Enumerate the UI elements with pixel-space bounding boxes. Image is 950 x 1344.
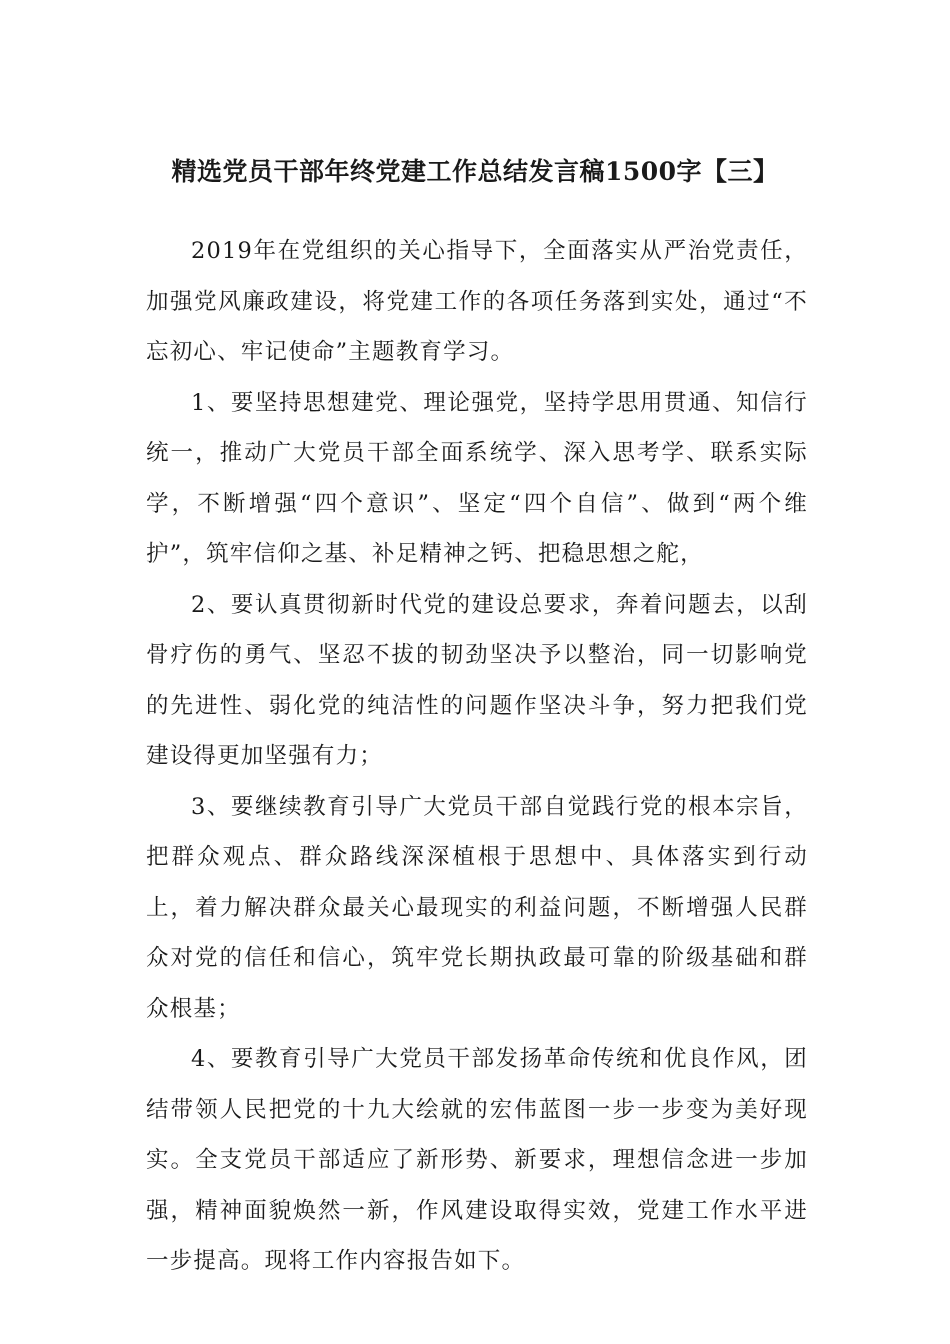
point-4-paragraph: 4、要教育引导广大党员干部发扬革命传统和优良作风，团结带领人民把党的十九大绘就的宏伟蓝图一步一步变为美好现实。全支党员干部适应了新形势、新要求，理想信念进一步加强，精神面貌焕然一新，作风建设取得实效，党建工作水平进一步提高。现将工作内容报告如下。 xyxy=(146,1046,808,1274)
document-title: 精选党员干部年终党建工作总结发言稿1500字【三】 xyxy=(171,157,779,186)
point-3-paragraph: 3、要继续教育引导广大党员干部自觉践行党的根本宗旨，把群众观点、群众路线深深植根于思想中、具体落实到行动上，着力解决群众最关心最现实的利益问题，不断增强人民群众对党的信任和信心，筑牢党长期执政最可靠的阶级基础和群众根基； xyxy=(146,793,808,1022)
intro-paragraph: 2019年在党组织的关心指导下，全面落实从严治党责任，加强党风廉政建设，将党建工作的各项任务落到实处，通过“不忘初心、牢记使命”主题教育学习。 xyxy=(146,238,808,365)
point-2-paragraph: 2、要认真贯彻新时代党的建设总要求，奔着问题去，以刮骨疗伤的勇气、坚忍不拔的韧劲坚决予以整治，同一切影响党的先进性、弱化党的纯洁性的问题作坚决斗争，努力把我们党建设得更加坚强有力； xyxy=(146,591,808,769)
point-1-paragraph: 1、要坚持思想建党、理论强党，坚持学思用贯通、知信行统一，推动广大党员干部全面系统学、深入思考学、联系实际学，不断增强“四个意识”、坚定“四个自信”、做到“两个维护”，筑牢信仰之基、补足精神之钙、把稳思想之舵， xyxy=(146,389,808,567)
document-body xyxy=(146,226,808,1287)
